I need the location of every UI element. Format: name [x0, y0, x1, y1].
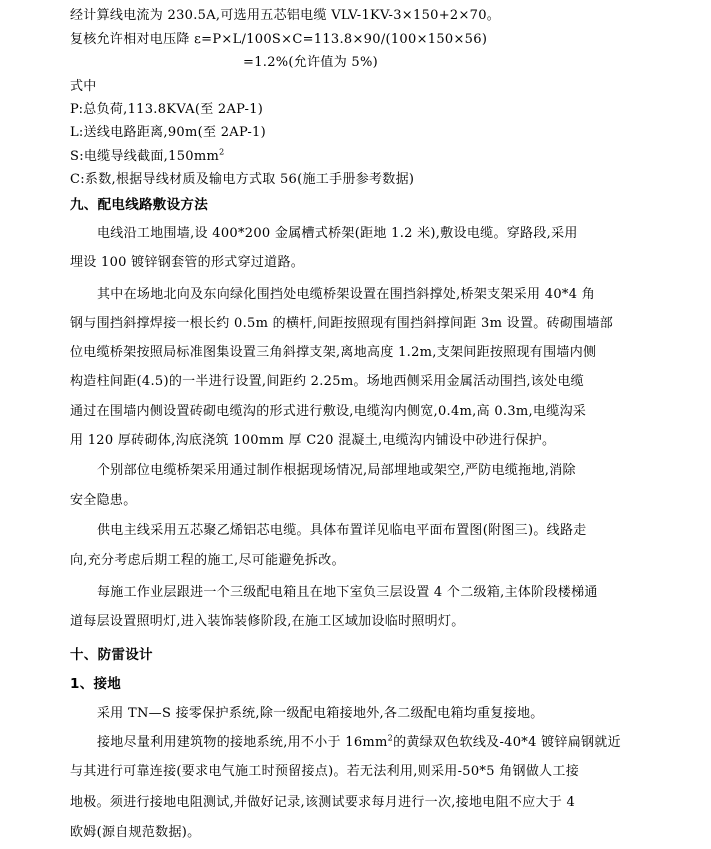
section-9-p4-line2: 向,充分考虑后期工程的施工,尽可能避免拆改。	[70, 553, 345, 568]
section-9-p1-line2: 埋设 100 镀锌钢套管的形式穿过道路。	[70, 255, 305, 270]
calc-line-current: 经计算线电流为 230.5A,可选用五芯铝电缆 VLV-1KV-3×150+2×70。	[70, 8, 501, 23]
section-10-p2-line3: 地极。须进行接地电阻测试,并做好记录,该测试要求每月进行一次,接地电阻不应大于 4	[70, 795, 576, 810]
section-10-title: 十、防雷设计	[70, 647, 153, 663]
calc-line-voltage-drop: 复核允许相对电压降 ε=P×L/100S×C=113.8×90/(100×150×56)	[70, 32, 488, 47]
section-10-p2-line2: 与其进行可靠连接(要求电气施工时预留接点)。若无法利用,则采用-50*5 角钢做人工接	[70, 764, 580, 779]
where-label: 式中	[70, 79, 97, 94]
param-s	[70, 148, 224, 166]
param-s-superscript: 2	[219, 147, 225, 157]
section-9-p3-line1: 个别部位电缆桥架采用通过制作根据现场情况,局部埋地或架空,严防电缆拖地,消除	[97, 463, 576, 478]
section-9-title: 九、配电线路敷设方法	[70, 197, 208, 213]
section-10-p2-superscript: 2	[387, 733, 394, 743]
param-l: L:送线电路距离,90m(至 2AP-1)	[70, 125, 266, 140]
section-9-p5-line1: 每施工作业层跟进一个三级配电箱且在地下室负三层设置 4 个二级箱,主体阶段楼梯通	[97, 585, 598, 600]
section-10-p2-text-b: 的黄绿双色软线及-40*4 镀锌扁钢就近	[393, 735, 621, 750]
section-9-p2-line2: 钢与围挡斜撑焊接一根长约 0.5m 的横杆,间距按照现有围挡斜撑间距 3m 设置。砖砌围墙部	[70, 316, 614, 331]
param-p: P:总负荷,113.8KVA(至 2AP-1)	[70, 102, 264, 117]
section-9-p2-line1: 其中在场地北向及东向绿化围挡处电缆桥架设置在围挡斜撑处,桥架支架采用 40*4 角	[97, 287, 596, 302]
section-9-p3-line2: 安全隐患。	[70, 493, 137, 508]
section-10-sub1-title: 1、接地	[70, 676, 122, 692]
section-10-p2-text-a: 接地尽量利用建筑物的接地系统,用不小于 16mm	[97, 735, 388, 750]
section-9-p2-line5: 通过在围墙内侧设置砖砌电缆沟的形式进行敷设,电缆沟内侧宽,0.4m,高 0.3m,电缆沟采	[70, 404, 587, 419]
param-s-text: S:电缆导线截面,150mm	[70, 149, 220, 164]
param-c: C:系数,根据导线材质及输电方式取 56(施工手册参考数据)	[70, 172, 415, 187]
section-10-p2-line1	[97, 734, 621, 752]
section-9-p1-line1: 电线沿工地围墙,设 400*200 金属槽式桥架(距地 1.2 米),敷设电缆。穿路段,采用	[97, 226, 578, 241]
section-9-p5-line2: 道每层设置照明灯,进入装饰装修阶段,在施工区域加设临时照明灯。	[70, 614, 465, 629]
section-9-p2-line6: 用 120 厚砖砌体,沟底浇筑 100mm 厚 C20 混凝土,电缆沟内铺设中砂进行保护。	[70, 433, 556, 448]
section-10-p2-line4: 欧姆(源自规范数据)。	[70, 825, 201, 840]
section-9-p2-line4: 构造柱间距(4.5)的一半进行设置,间距约 2.25m。场地西侧采用金属活动围挡,该处电缆	[70, 374, 584, 389]
section-10-p1: 采用 TN—S 接零保护系统,除一级配电箱接地外,各二级配电箱均重复接地。	[97, 706, 544, 721]
section-9-p2-line3: 位电缆桥架按照局标准图集设置三角斜撑支架,离地高度 1.2m,支架间距按照现有围墙内侧	[70, 345, 597, 360]
calc-line-result: =1.2%(允许值为 5%)	[243, 55, 379, 70]
section-9-p4-line1: 供电主线采用五芯聚乙烯铝芯电缆。具体布置详见临电平面布置图(附图三)。线路走	[97, 523, 587, 538]
